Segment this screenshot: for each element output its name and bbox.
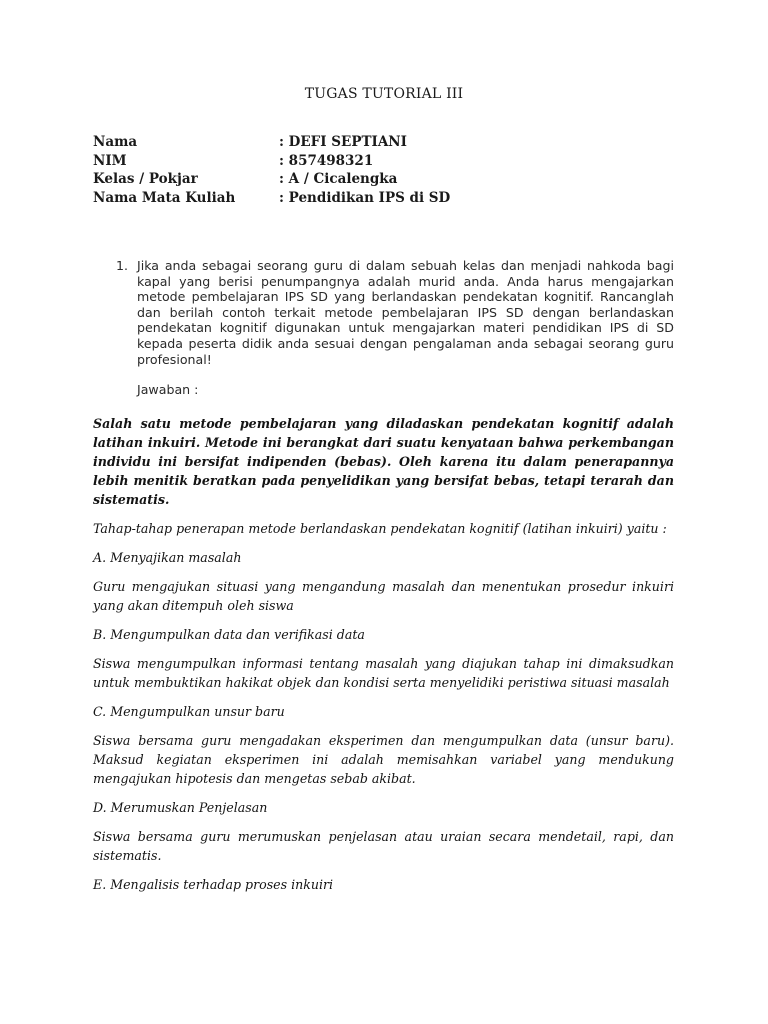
document-title: TUGAS TUTORIAL III bbox=[304, 86, 464, 102]
info-row-name bbox=[93, 133, 450, 152]
info-label: Kelas / Pokjar bbox=[93, 171, 198, 187]
step-heading: B. Mengumpulkan data dan verifikasi data bbox=[93, 627, 365, 642]
info-label: Nama bbox=[93, 134, 138, 150]
info-label: Nama Mata Kuliah bbox=[93, 189, 236, 206]
step-body: Siswa bersama guru mengadakan eksperimen dan mengumpulkan data (unsur baru). Maksud kegiatan eksperimen ini adalah memisahkan variabel yang mendukung mengajukan hipotesis dan mengetas sebab akibat. bbox=[93, 733, 674, 786]
step-heading: D. Merumuskan Penjelasan bbox=[93, 800, 268, 815]
answer-body bbox=[93, 414, 674, 904]
step-heading: A. Menyajikan masalah bbox=[93, 550, 242, 565]
steps-intro: Tahap-tahap penerapan metode berlandaskan pendekatan kognitif (latihan inkuiri) yaitu : bbox=[93, 521, 667, 536]
step-heading: E. Mengalisis terhadap proses inkuiri bbox=[93, 877, 334, 892]
info-value: : Pendidikan IPS di SD bbox=[279, 189, 451, 206]
step-body: Siswa mengumpulkan informasi tentang masalah yang diajukan tahap ini dimaksudkan untuk membuktikan hakikat objek dan kondisi serta menyelidiki peristiwa situasi masalah bbox=[93, 656, 674, 690]
info-value: : 857498321 bbox=[279, 152, 374, 169]
question-block bbox=[116, 258, 674, 367]
answer-intro: Salah satu metode pembelajaran yang diladaskan pendekatan kognitif adalah latihan inkuiri. Metode ini berangkat dari suatu kenyataan bahwa perkembangan individu ini bersifat indipenden (bebas). Oleh karena itu dalam penerapannya lebih menitik beratkan pada penyelidikan yang bersifat bebas, tetapi terarah dan sistematis. bbox=[93, 416, 674, 507]
info-row-course bbox=[93, 189, 450, 208]
info-row-nim bbox=[93, 152, 450, 171]
info-value: : A / Cicalengka bbox=[279, 171, 398, 187]
info-value: : DEFI SEPTIANI bbox=[279, 134, 407, 150]
step-body: Siswa bersama guru merumuskan penjelasan atau uraian secara mendetail, rapi, dan sistematis. bbox=[93, 829, 674, 863]
step-body: Guru mengajukan situasi yang mengandung masalah dan menentukan prosedur inkuiri yang akan ditempuh oleh siswa bbox=[93, 579, 674, 613]
question-number: 1. bbox=[116, 258, 129, 273]
answer-label: Jawaban : bbox=[137, 382, 199, 397]
question-text: Jika anda sebagai seorang guru di dalam sebuah kelas dan menjadi nahkoda bagi kapal yang berisi penumpangnya adalah murid anda. Anda harus mengajarkan metode pembelajaran IPS SD yang berlandaskan pendekatan kognitif. Rancanglah dan berilah contoh terkait metode pembelajaran IPS SD dengan berlandaskan pendekatan kognitif digunakan untuk mengajarkan materi pendidikan IPS di SD kepada peserta didik anda sesuai dengan pengalaman anda sebagai seorang guru profesional! bbox=[137, 258, 674, 367]
info-row-class bbox=[93, 170, 450, 189]
step-heading: C. Mengumpulkan unsur baru bbox=[93, 704, 285, 719]
info-label: NIM bbox=[93, 152, 127, 169]
student-info bbox=[93, 133, 450, 207]
